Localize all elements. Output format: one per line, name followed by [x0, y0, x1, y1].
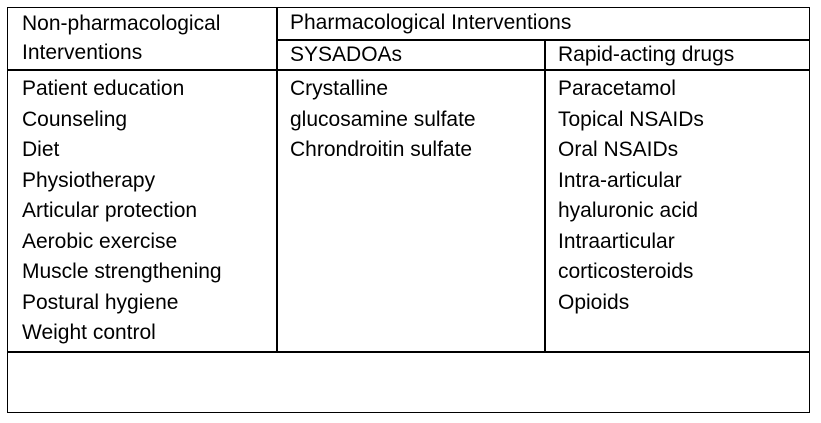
list-item: Crystalline [290, 77, 389, 100]
list-item: Intra-articular [558, 168, 682, 192]
list-item: Aerobic exercise [22, 229, 178, 253]
list-item: Postural hygiene [22, 290, 179, 314]
list-item: Chrondroitin sulfate [290, 138, 473, 161]
divider-col2 [544, 40, 546, 352]
list-item: Oral NSAIDs [558, 138, 679, 161]
header-non-pharm-line1: Non-pharmacological [22, 12, 221, 35]
list-item: Topical NSAIDs [558, 107, 704, 131]
divider-col1 [276, 7, 278, 352]
list-item: Articular protection [22, 199, 198, 222]
list-item: Muscle strengthening [22, 260, 222, 283]
list-item: hyaluronic acid [558, 199, 699, 222]
header-non-pharmacological [22, 9, 220, 67]
list-item: glucosamine sulfate [290, 107, 476, 131]
list-item: Intraarticular [558, 229, 675, 253]
divider-header-body [7, 69, 810, 71]
list-item: Paracetamol [558, 77, 676, 100]
table-footer-row [7, 352, 810, 412]
sysadoa-list [290, 74, 476, 166]
header-non-pharm-line2: Interventions [22, 41, 143, 64]
list-item: Weight control [22, 321, 156, 344]
list-item: Counseling [22, 107, 128, 131]
list-item: Physiotherapy [22, 168, 156, 192]
list-item: Diet [22, 138, 60, 161]
list-item: Opioids [558, 290, 630, 314]
list-item: corticosteroids [558, 260, 694, 283]
header-pharmacological: Pharmacological Interventions [290, 11, 572, 34]
non-pharm-list [22, 74, 222, 349]
rapid-acting-list [558, 74, 704, 318]
list-item: Patient education [22, 77, 185, 100]
header-rapid-acting: Rapid-acting drugs [558, 43, 735, 66]
header-sysadoas: SYSADOAs [290, 43, 403, 66]
